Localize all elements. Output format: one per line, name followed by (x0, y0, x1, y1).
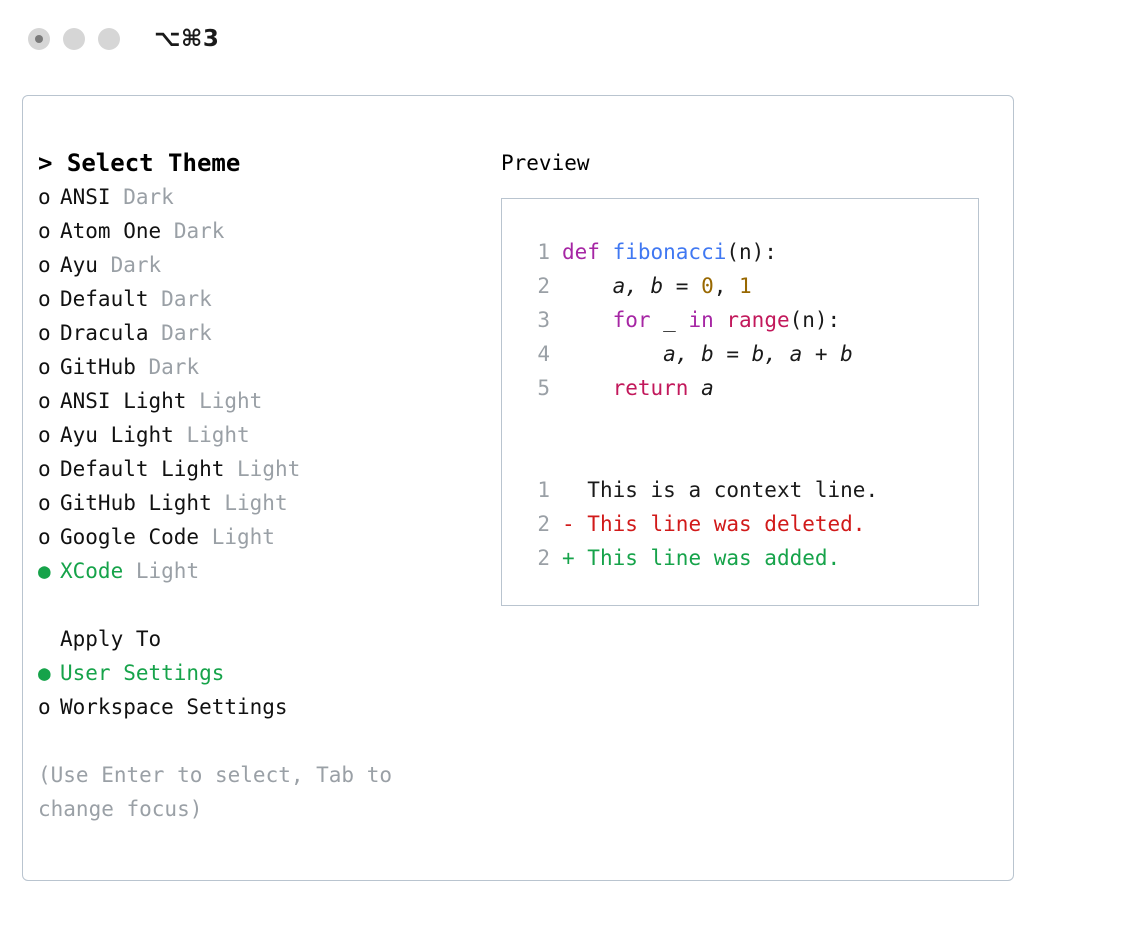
theme-option-label: GitHub (60, 355, 136, 379)
code-token: range (726, 308, 790, 332)
apply-to-option-label: Workspace Settings (60, 695, 288, 719)
diff-marker: - (562, 512, 575, 536)
window-dot-minimize-icon[interactable] (63, 28, 85, 50)
theme-selector-panel (22, 95, 1014, 881)
theme-option-label: GitHub Light (60, 491, 212, 515)
window-dot-zoom-icon[interactable] (98, 28, 120, 50)
radio-icon: o (38, 525, 51, 549)
theme-option-tag: Light (237, 457, 301, 481)
diff-marker: + (562, 546, 575, 570)
code-line (524, 371, 956, 405)
apply-to-option-workspace-settings[interactable] (38, 690, 478, 724)
line-number: 5 (537, 376, 550, 400)
theme-option-atom-one-dark[interactable] (38, 214, 478, 248)
code-token: (n): (789, 308, 841, 332)
theme-option-tag: Light (186, 423, 250, 447)
code-line (524, 235, 956, 269)
code-line (524, 337, 956, 371)
theme-option-label: Default Light (60, 457, 225, 481)
theme-option-xcode-light[interactable] (38, 554, 478, 588)
radio-icon: o (38, 457, 51, 481)
diff-text: This line was deleted. (574, 512, 866, 536)
theme-option-github-dark[interactable] (38, 350, 478, 384)
diff-line-deleted (524, 507, 956, 541)
code-token: a, b = (562, 274, 702, 298)
code-token: def (562, 240, 613, 264)
preview-heading: Preview (501, 151, 590, 175)
theme-option-ayu-light[interactable] (38, 418, 478, 452)
radio-icon: o (38, 423, 51, 447)
theme-option-label: ANSI (60, 185, 111, 209)
theme-option-dracula-dark[interactable] (38, 316, 478, 350)
window-controls[interactable] (28, 28, 120, 50)
apply-to-option-label: User Settings (60, 661, 225, 685)
spacer (524, 405, 956, 439)
theme-option-tag: Dark (161, 287, 212, 311)
code-token (562, 376, 613, 400)
theme-option-tag: Dark (148, 355, 200, 379)
theme-option-ansi-dark[interactable] (38, 180, 478, 214)
radio-icon: o (38, 491, 51, 515)
diff-text: This is a context line. (574, 478, 879, 502)
diff-line-added (524, 541, 956, 575)
radio-icon: o (38, 219, 51, 243)
radio-selected-icon: ● (38, 559, 51, 583)
line-number: 2 (537, 546, 550, 570)
theme-selector-column (38, 146, 478, 826)
code-token: in (688, 308, 727, 332)
theme-option-label: Google Code (60, 525, 200, 549)
code-token: 1 (739, 274, 752, 298)
theme-option-label: Atom One (60, 219, 162, 243)
theme-option-label: XCode (60, 559, 124, 583)
radio-icon: o (38, 253, 51, 277)
theme-option-label: Ayu (60, 253, 98, 277)
code-token: 0 (701, 274, 714, 298)
code-token: _ (650, 308, 689, 332)
code-token (562, 308, 613, 332)
theme-option-default-dark[interactable] (38, 282, 478, 316)
theme-option-label: Ayu Light (60, 423, 174, 447)
line-number: 2 (537, 512, 550, 536)
spacer (38, 588, 478, 622)
select-theme-heading: > Select Theme (38, 149, 241, 177)
diff-line-context (524, 473, 956, 507)
code-line (524, 303, 956, 337)
line-number: 4 (537, 342, 550, 366)
theme-option-label: Dracula (60, 321, 149, 345)
code-token: a (688, 376, 714, 400)
line-number: 1 (537, 478, 550, 502)
keyboard-shortcut-label: ⌥⌘3 (154, 26, 220, 52)
spacer (524, 439, 956, 473)
radio-icon: o (38, 321, 51, 345)
line-number: 2 (537, 274, 550, 298)
apply-to-heading: Apply To (60, 627, 162, 651)
theme-option-github-light[interactable] (38, 486, 478, 520)
theme-option-ansi-light[interactable] (38, 384, 478, 418)
theme-option-tag: Light (135, 559, 200, 583)
theme-option-tag: Light (211, 525, 275, 549)
line-number: 3 (537, 308, 550, 332)
radio-icon: o (38, 287, 51, 311)
window-dot-close-icon[interactable] (28, 28, 50, 50)
line-number: 1 (537, 240, 550, 264)
code-token: return (612, 376, 689, 400)
theme-option-tag: Light (199, 389, 263, 413)
radio-selected-icon: ● (38, 661, 51, 685)
theme-option-ayu-dark[interactable] (38, 248, 478, 282)
theme-option-google-code[interactable] (38, 520, 478, 554)
code-token: fibonacci (612, 240, 727, 264)
code-token: (n): (726, 240, 777, 264)
theme-option-label: Default (60, 287, 149, 311)
theme-option-default-light[interactable] (38, 452, 478, 486)
theme-option-tag: Dark (161, 321, 212, 345)
theme-option-tag: Dark (173, 219, 225, 243)
theme-option-tag: Dark (110, 253, 162, 277)
code-token: a, b = b, a + b (562, 342, 853, 366)
theme-option-tag: Light (224, 491, 288, 515)
preview-column (501, 146, 1001, 606)
code-token: for (612, 308, 651, 332)
code-token: , (713, 274, 740, 298)
diff-text: This line was added. (574, 546, 841, 570)
apply-to-option-user-settings[interactable] (38, 656, 478, 690)
radio-icon: o (38, 355, 51, 379)
theme-option-tag: Dark (123, 185, 174, 209)
radio-icon: o (38, 185, 51, 209)
preview-box (501, 198, 979, 606)
keyboard-hint-text: (Use Enter to select, Tab to change focus) (38, 763, 393, 821)
window-titlebar (0, 0, 1140, 78)
theme-option-label: ANSI Light (60, 389, 187, 413)
radio-icon: o (38, 695, 51, 719)
diff-marker (562, 478, 575, 502)
code-line (524, 269, 956, 303)
radio-icon: o (38, 389, 51, 413)
